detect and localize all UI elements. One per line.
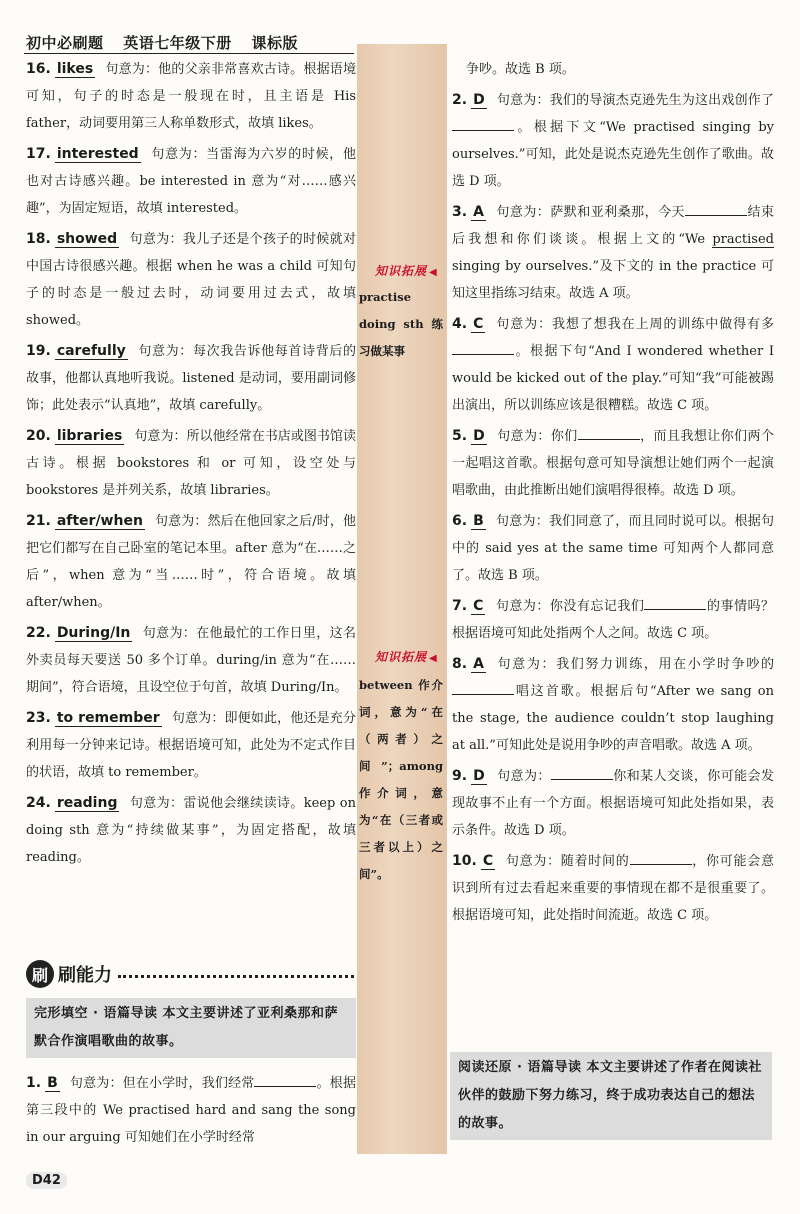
answer-key: likes	[56, 61, 94, 77]
answer-item-10: 10. C 句意为：随着时间的 ，你可能会意识到所有过去看起来重要的事情现在都不是很重要了。根据语境可知，此处指时间流逝。故选 C 项。	[452, 848, 774, 929]
subject-title: 英语七年级下册	[123, 34, 232, 52]
answer-item-5: 5. D 句意为：你们 ，而且我想让你们两个一起唱这首歌。根据句意可知导演想让她们两个一起演唱歌曲，由此推断出她们演唱得很棒。故选 D 项。	[452, 423, 774, 504]
answer-key: A	[473, 204, 484, 220]
answer-item-2: 2. D 句意为：我们的导演杰克逊先生为这出戏创作了。根据下文“We practised singing by ourselves.”可知，此处是说杰克逊先生创作了歌曲。故选 D 项。	[452, 92, 774, 189]
answer-item-23: 23. to remember 句意为：即便如此，他还是充分利用每一分钟来记诗。根据语境可知，此处为不定式作目的状语，故填 to remember。	[26, 710, 356, 780]
edition-label: 课标版	[251, 34, 299, 52]
tip-note: practise doing sth 练习做某事	[359, 290, 443, 358]
answer-item-3: 3. A 句意为：萨默和亚利桑那，今天 结束后我想和你们谈谈。根据上文的“We practised singing by ourselves.”及下文的 in the practice 可知这里指练习结束。故选 A 项。	[452, 199, 774, 307]
answer-key: D	[473, 768, 485, 784]
answer-key: B	[473, 513, 484, 529]
blank-line	[644, 595, 706, 610]
answer-item-18: 18. showed 句意为：我儿子还是个孩子的时候就对中国古诗很感兴趣。根据 when he was a child 可知句子的时态是一般过去时，动词要用过去式，故填 showed。	[26, 231, 356, 328]
answer-key: C	[473, 316, 484, 332]
blank-line	[452, 680, 514, 695]
blank-line	[452, 116, 514, 131]
answer-key: interested	[56, 146, 139, 162]
answer-key: D	[473, 92, 485, 108]
tip-label: 知识拓展 ◀	[375, 262, 438, 279]
answer-item-24: 24. reading 句意为：雷说他会继续读诗。keep on doing sth 意为“持续做某事”，为固定搭配，故填 reading。	[26, 795, 356, 865]
answer-key: C	[482, 853, 494, 869]
answer-key: showed	[56, 231, 118, 247]
answer-item-4: 4. C 句意为：我想了想我在上周的训练中做得有多。根据下句“And I wondered whether I would be kicked out of the play.”可知“我”可能被踢出演出，所以训练应该是很糟糕。故选 C 项。	[452, 316, 774, 413]
answer-item-8: 8. A 句意为：我们努力训练，用在小学时争吵的唱这首歌。根据后句“After we sang on the stage, the audience couldn’t stop laughing at all.”可知此处是说用争吵的声音唱歌。故选 A 项。	[452, 656, 774, 753]
answer-key: reading	[56, 795, 118, 811]
answer-key: carefully	[56, 343, 126, 359]
continued-text: 争吵。故选 B 项。	[466, 62, 575, 77]
right-column	[452, 56, 774, 929]
blank-line	[578, 425, 640, 440]
left-column	[26, 56, 356, 871]
answer-key: to remember	[56, 710, 160, 726]
answer-item-22: 22. During/In 句意为：在他最忙的工作日里，这名外卖员每天要送 50 多个订单。during/in 意为“在……期间”，符合语境，且设空位于句首，故填 During/In。	[26, 625, 356, 695]
answer-item-9: 9. D 句意为： 你和某人交谈，你可能会发现故事不止有一个方面。根据语境可知此处指如果，表示条件。故选 D 项。	[452, 763, 774, 844]
section-heading	[26, 958, 354, 990]
answer-item-16: 16. likes 句意为：他的父亲非常喜欢古诗。根据语境可知，句子的时态是一般现在时，且主语是 His father，动词要用第三人称单数形式，故填 likes。	[26, 61, 356, 131]
blank-line	[685, 201, 747, 216]
blank-line	[551, 765, 613, 780]
tip-note: between 作介词，意为“在（两者）之间”；among 作介词，意为“在（三者或三者以上）之间”。	[359, 678, 443, 881]
answer-key: C	[473, 598, 484, 614]
brush-icon: 刷	[26, 960, 54, 988]
section-title: 刷能力	[58, 965, 112, 986]
margin-strip	[357, 44, 447, 1154]
answer-key: after/when	[56, 513, 143, 529]
answer-key: During/In	[56, 625, 131, 641]
blank-line	[452, 340, 514, 355]
answer-key: D	[473, 428, 485, 444]
series-title: 初中必刷题	[26, 34, 104, 52]
dotted-divider	[118, 975, 354, 978]
answer-item-21: 21. after/when 句意为：然后在他回家之后/时，他把它们都写在自己卧室的笔记本里。after 意为“在……之后”，when 意为“当……时”，符合语境。故填 after/when。	[26, 513, 356, 610]
answer-item-20: 20. libraries 句意为：所以他经常在书店或图书馆读古诗。根据 bookstores 和 or 可知，设空处与 bookstores 是并列关系，故填 libraries。	[26, 428, 356, 498]
tip-label: 知识拓展 ◀	[375, 648, 438, 665]
answer-item-17: 17. interested 句意为：当雷海为六岁的时候，他也对古诗感兴趣。be interested in 意为“对……感兴趣”，为固定短语，故填 interested。	[26, 146, 356, 216]
answer-item-7: 7. C 句意为：你没有忘记我们 的事情吗？根据语境可知此处指两个人之间。故选 C 项。	[452, 593, 774, 647]
page-number: D42	[26, 1172, 67, 1189]
answer-key: B	[47, 1075, 58, 1091]
running-header	[26, 32, 312, 53]
answer-key: A	[473, 656, 484, 672]
reading-guide-box: 阅读还原 · 语篇导读 本文主要讲述了作者在阅读社伙伴的鼓励下努力练习，终于成功表达自己的想法的故事。	[450, 1052, 772, 1140]
blank-line	[630, 850, 692, 865]
answer-item-19: 19. carefully 句意为：每次我告诉他每首诗背后的故事，他都认真地听我说。listened 是动词，要用副词修饰；此处表示“认真地”，故填 carefully。	[26, 343, 356, 413]
answer-item-1: 1. B 句意为：但在小学时，我们经常 。根据第三段中的 We practised hard and sang the song in our arguing 可知她们在小学时经常	[26, 1070, 356, 1151]
answer-key: libraries	[56, 428, 123, 444]
blank-line	[254, 1072, 316, 1087]
cloze-guide-box: 完形填空 · 语篇导读 本文主要讲述了亚利桑那和萨默合作演唱歌曲的故事。	[26, 998, 356, 1058]
header-rule	[24, 53, 354, 54]
answer-item-6: 6. B 句意为：我们同意了，而且同时说可以。根据句中的 said yes at the same time 可知两个人都同意了。故选 B 项。	[452, 513, 774, 583]
